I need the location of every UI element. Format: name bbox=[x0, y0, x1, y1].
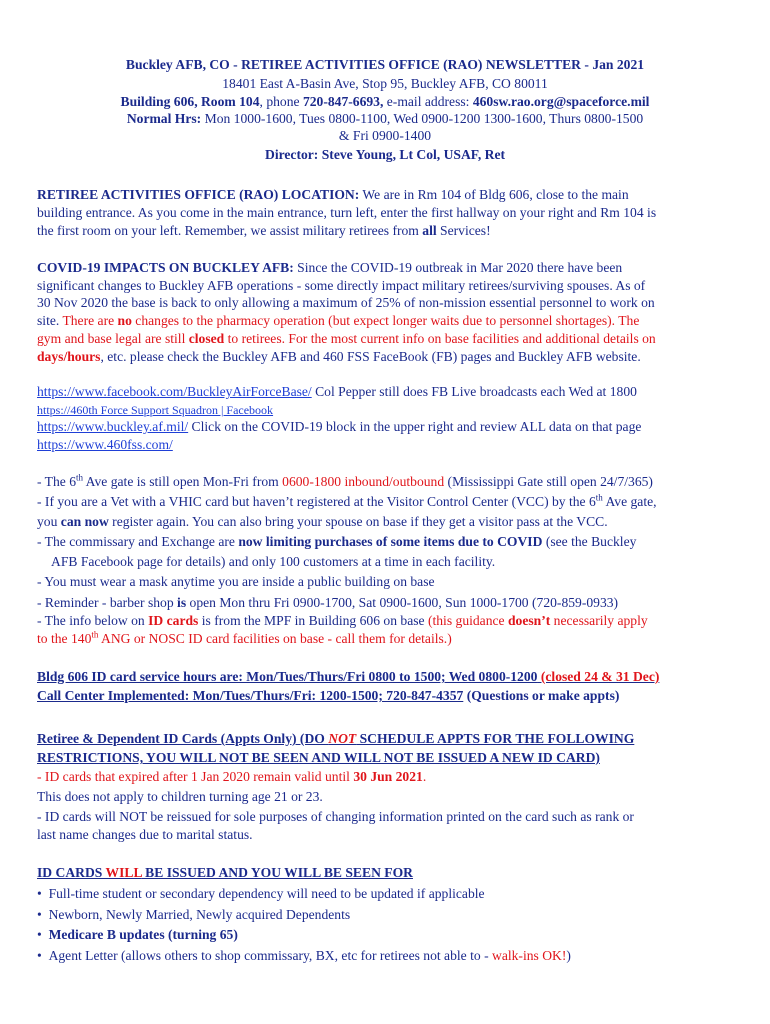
location-text: building entrance. As you come in the main entrance, turn left, enter the first hallway on your right and Rm 104 is bbox=[37, 205, 657, 220]
links-row bbox=[37, 436, 173, 454]
list-item: • Full-time student or secondary dependency will need to be updated if applicable bbox=[37, 886, 485, 901]
covid-text: days/hours, etc. please check the Buckley AFB and 460 FSS FaceBook (FB) pages and Buckley AFB website. bbox=[37, 349, 641, 364]
list-item: to the 140th ANG or NOSC ID card facilities on base - call them for details.) bbox=[37, 629, 452, 646]
bullet-icon: • bbox=[37, 927, 42, 942]
list-item: - The 6th Ave gate is still open Mon-Fri from 0600-1800 inbound/outbound (Mississippi Gate still open 24/7/365) bbox=[37, 472, 653, 489]
newsletter-title: Buckley AFB, CO - RETIREE ACTIVITIES OFFICE (RAO) NEWSLETTER - Jan 2021 bbox=[125, 57, 645, 72]
covid-heading: COVID-19 IMPACTS ON BUCKLEY AFB: bbox=[37, 260, 294, 275]
covid-text: 30 Nov 2020 the base is back to only allowing a maximum of 25% of non-mission essential personnel to work on bbox=[37, 295, 655, 310]
list-item: This does not apply to children turning age 21 or 23. bbox=[37, 789, 323, 804]
buckley-facebook-link[interactable]: https://www.facebook.com/BuckleyAirForceBase/ bbox=[37, 384, 312, 399]
bullet-icon: • bbox=[37, 886, 42, 901]
normal-hours-cont: & Fri 0900-1400 bbox=[338, 128, 432, 143]
list-item: - If you are a Vet with a VHIC card but haven’t registered at the Visitor Control Center (VCC) by the 6th Ave gate, bbox=[37, 492, 657, 509]
bullet-icon: • bbox=[37, 948, 42, 963]
list-item: • Medicare B updates (turning 65) bbox=[37, 927, 238, 942]
covid-section: COVID-19 IMPACTS ON BUCKLEY AFB: Since the COVID-19 outbreak in Mar 2020 there have been bbox=[37, 260, 623, 275]
covid-text: site. There are no changes to the pharmacy operation (but expect longer waits due to personnel shortages). The bbox=[37, 313, 640, 328]
list-item: - ID cards will NOT be reissued for sole purposes of changing information printed on the card such as rank or bbox=[37, 809, 634, 824]
list-item: - The info below on ID cards is from the MPF in Building 606 on base (this guidance doesn’t necessarily apply bbox=[37, 613, 648, 628]
office-address: 18401 East A-Basin Ave, Stop 95, Buckley AFB, CO 80011 bbox=[222, 76, 548, 91]
fss-facebook-link[interactable]: https://460th Force Support Squadron | Facebook bbox=[37, 403, 274, 417]
restrictions-heading: RESTRICTIONS, YOU WILL NOT BE SEEN AND WILL NOT BE ISSUED A NEW ID CARD) bbox=[37, 750, 600, 765]
list-item: AFB Facebook page for details) and only 100 customers at a time in each facility. bbox=[51, 554, 496, 569]
issued-heading: ID CARDS WILL BE ISSUED AND YOU WILL BE SEEN FOR bbox=[37, 865, 413, 880]
building-room: Building 606, Room 104 bbox=[120, 94, 260, 109]
list-item: you can now register again. You can also bring your spouse on base if they get a visitor pass at the VCC. bbox=[37, 514, 608, 529]
director-line: Director: Steve Young, Lt Col, USAF, Ret bbox=[265, 147, 505, 162]
location-heading: RETIREE ACTIVITIES OFFICE (RAO) LOCATION: bbox=[37, 187, 360, 202]
contact-line: Building 606, Room 104, phone 720-847-6693, e-mail address: 460sw.rao.org@spaceforce.mil bbox=[120, 94, 650, 109]
list-item: - ID cards that expired after 1 Jan 2020 remain valid until 30 Jun 2021. bbox=[37, 769, 427, 784]
list-item: - Reminder - barber shop is open Mon thru Fri 0900-1700, Sat 0900-1600, Sun 1000-1700 (720-859-0933) bbox=[37, 595, 619, 610]
list-item: - The commissary and Exchange are now limiting purchases of some items due to COVID (see the Buckley bbox=[37, 534, 637, 549]
links-row bbox=[37, 401, 273, 419]
links-row: https://www.buckley.af.mil/ Click on the COVID-19 block in the upper right and review ALL data on that page bbox=[37, 419, 642, 434]
bullet-icon: • bbox=[37, 907, 42, 922]
phone-number: 720-847-6693, bbox=[302, 94, 384, 109]
id-service-hours: Bldg 606 ID card service hours are: Mon/Tues/Thurs/Fri 0800 to 1500; Wed 0800-1200 (closed 24 & 31 Dec) bbox=[37, 669, 660, 684]
list-item: • Agent Letter (allows others to shop commissary, BX, etc for retirees not able to - walk-ins OK!) bbox=[37, 948, 571, 963]
email-address[interactable]: 460sw.rao.org@spaceforce.mil bbox=[472, 94, 650, 109]
location-section: RETIREE ACTIVITIES OFFICE (RAO) LOCATION: We are in Rm 104 of Bldg 606, close to the main bbox=[37, 187, 629, 202]
list-item: • Newborn, Newly Married, Newly acquired Dependents bbox=[37, 907, 351, 922]
normal-hours: Normal Hrs: Mon 1000-1600, Tues 0800-1100, Wed 0900-1200 1300-1600, Thurs 0800-1500 bbox=[126, 111, 644, 126]
location-text: the first room on your left. Remember, we assist military retirees from all Services! bbox=[37, 223, 491, 238]
list-item: - You must wear a mask anytime you are inside a public building on base bbox=[37, 574, 435, 589]
buckley-website-link[interactable]: https://www.buckley.af.mil/ bbox=[37, 419, 189, 434]
restrictions-heading: Retiree & Dependent ID Cards (Appts Only) (DO NOT SCHEDULE APPTS FOR THE FOLLOWING bbox=[37, 731, 635, 746]
covid-text: significant changes to Buckley AFB operations - some directly impact military retirees/surviving spouses. As of bbox=[37, 278, 646, 293]
call-center-line: Call Center Implemented: Mon/Tues/Thurs/Fri: 1200-1500; 720-847-4357 (Questions or make appts) bbox=[37, 688, 620, 703]
links-row: https://www.facebook.com/BuckleyAirForceBase/ Col Pepper still does FB Live broadcasts each Wed at 1800 bbox=[37, 384, 637, 399]
list-item: last name changes due to marital status. bbox=[37, 827, 253, 842]
fss-website-link[interactable]: https://www.460fss.com/ bbox=[37, 437, 173, 452]
covid-text: gym and base legal are still closed to retirees. For the most current info on base facilities and additional details on bbox=[37, 331, 656, 346]
